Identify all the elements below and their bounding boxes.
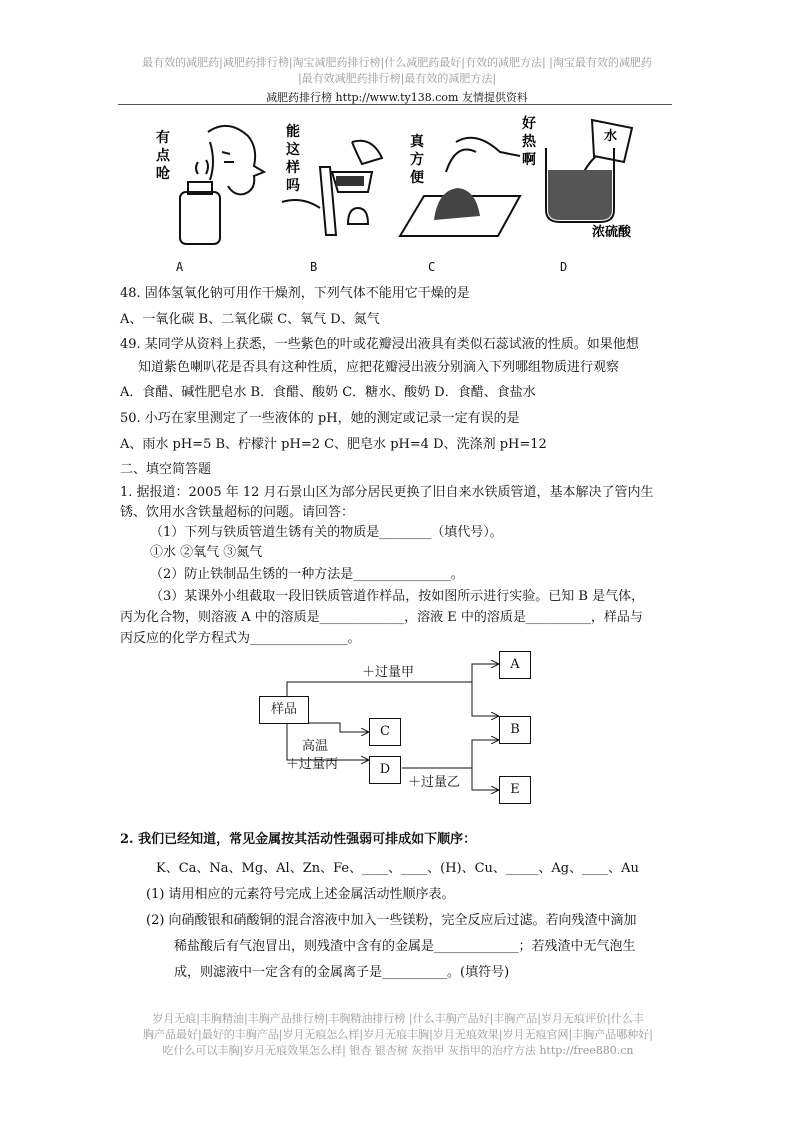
label-water: 水 [604,129,618,144]
s2q1-options: ①水 ②氧气 ③氮气 [150,545,263,560]
q49-stem-cont: 知道紫色喇叭花是否具有这种性质，应把花瓣浸出液分别滴入下列哪组物质进行观察 [138,360,620,375]
s2q1-part3-line2: 丙为化合物，则溶液 A 中的溶质是_____________，溶液 E 中的溶质是__________，样品与 [120,610,643,625]
q48-options: A、一氧化碳 B、二氧化碳 C、氧气 D、氮气 [120,312,380,327]
bubble-d-char3: 啊 [522,152,536,168]
q2-part1: (1) 请用相应的元素符号完成上述金属活动性顺序表。 [146,887,455,902]
header-ad-line2[interactable]: |最有效减肥药排行榜|最有效的减肥方法| [297,72,497,85]
q48-stem: 48. 固体氢氧化钠可用作干燥剂，下列气体不能用它干燥的是 [120,286,470,301]
q2-part2-line2: 稀盐酸后有气泡冒出，则残渣中含有的金属是_____________；若残渣中无气泡生 [174,939,636,954]
q49-stem: 49. 某同学从资料上获悉，一些紫色的叶或花瓣浸出液具有类似石蕊试液的性质。如果他想 [120,337,639,352]
s2q1-line1: 1. 据报道：2005 年 12 月石景山区为部分居民更换了旧自来水铁质管道，基本解决了管内生 [120,485,654,500]
footer-ad [118,1011,678,1059]
caption-c: C [428,260,436,274]
footer-ad-line2[interactable]: 胸产品最好|最好的丰胸产品|岁月无痕怎么样|岁月无痕丰胸|岁月无痕效果|岁月无痕官网|丰胸产品哪种好| [143,1028,653,1041]
footer-ad-line1[interactable]: 岁月无痕|丰胸精油|丰胸产品排行榜|丰胸精油排行榜 |什么丰胸产品好|丰胸产品|岁月无痕评价|什么丰 [152,1012,644,1025]
flow-node-b: B [499,716,531,744]
caption-a: A [176,260,184,274]
s2q1-part1: （1）下列与铁质管道生锈有关的物质是________（填代号）。 [150,525,503,540]
bubble-d-char2: 热 [522,134,536,150]
q50-options: A、雨水 pH=5 B、柠檬汁 pH=2 C、肥皂水 pH=4 D、洗涤剂 pH=12 [120,437,547,452]
bubble-a-char3: 呛 [156,166,170,182]
q2-part2-line3: 成，则滤液中一定含有的金属离子是__________。(填符号) [174,965,510,980]
flow-label-high-temp: 高温 [302,739,329,754]
bubble-c-char1: 真 [410,134,424,150]
flow-node-a: A [499,651,531,679]
section2-title: 二、填空简答题 [120,462,212,477]
caption-d: D [560,260,568,274]
q50-stem: 50. 小巧在家里测定了一些液体的 pH，她的测定或记录一定有误的是 [120,411,520,426]
bubble-b-char2: 这 [286,142,300,158]
bubble-a-char2: 点 [156,148,170,164]
bubble-a-char1: 有 [156,130,170,146]
label-conc-sulfuric-acid: 浓硫酸 [592,225,632,240]
header-source: 减肥药排行榜 http://www.ty138.com 友情提供资料 [266,91,528,104]
footer-ad-line3[interactable]: 吃什么可以丰胸|岁月无痕效果怎么样| 银杏 银杏树 灰指甲 灰指甲的治疗方法 http://free880.cn [162,1044,634,1057]
flow-node-c: C [369,718,401,746]
bubble-b-char4: 吗 [286,178,300,194]
s2q1-line2: 锈、饮用水含铁量超标的问题。请回答： [120,505,355,520]
bubble-c-char2: 方 [410,152,424,168]
q49-options: A．食醋、碱性肥皂水 B．食醋、酸奶 C．糖水、酸奶 D．食醋、食盐水 [120,385,536,400]
bubble-b-char1: 能 [286,124,300,140]
flow-label-jia: ＋过量甲 [362,665,415,680]
header-ad-line1[interactable]: 最有效的减肥药|减肥药排行榜|淘宝减肥药排行榜|什么减肥药最好|有效的减肥方法| |淘宝最有效的减肥药 [142,56,652,69]
s2q1-part3-line3: 丙反应的化学方程式为_______________。 [120,631,361,646]
flow-node-sample: 样品 [259,696,309,724]
flow-node-d: D [369,756,401,784]
s2q1-part2: （2）防止铁制品生锈的一种方法是_______________。 [150,567,464,582]
s2q1-part3-line1: （3）某课外小组截取一段旧铁质管道作样品，按如图所示进行实验。已知 B 是气体， [150,589,645,604]
bubble-b-char3: 样 [286,160,300,176]
q2-intro: 2. 我们已经知道，常见金属按其活动性强弱可排成如下顺序： [120,832,477,847]
q2-activity-series: K、Ca、Na、Mg、Al、Zn、Fe、____、____、(H)、Cu、_____、Ag、____、Au [156,861,639,876]
q2-part2-line1: (2) 向硝酸银和硝酸铜的混合溶液中加入一些镁粉，完全反应后过滤。若向残渣中滴加 [146,913,637,928]
flow-label-yi: ＋过量乙 [408,775,461,790]
caption-b: B [310,260,318,274]
flow-label-bing: ＋过量丙 [286,757,339,772]
bubble-c-char3: 便 [410,170,424,186]
bubble-d-char1: 好 [522,116,536,132]
flow-node-e: E [499,776,531,804]
